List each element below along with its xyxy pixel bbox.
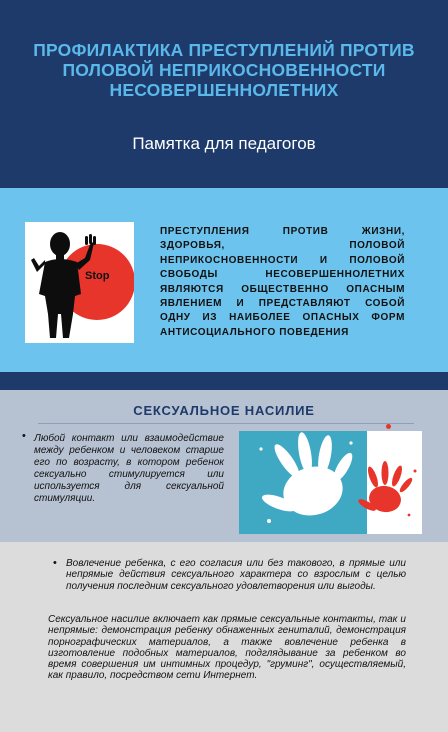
stop-label: Stop — [85, 270, 110, 282]
page-title: ПРОФИЛАКТИКА ПРЕСТУПЛЕНИЙ ПРОТИВ ПОЛОВОЙ НЕПРИКОСНОВЕННОСТИ НЕСОВЕРШЕННОЛЕТНИХ — [33, 40, 415, 100]
involvement-definition: Вовлечение ребенка, с его согласия или без такового, в прямые или непрямые действия сексуального характера со взрослым с целью получения последним сексуального удовлетворения или выгоды. — [66, 558, 406, 592]
handprints-svg — [239, 431, 422, 534]
intro-statement: ПРЕСТУПЛЕНИЯ ПРОТИВ ЖИЗНИ, ЗДОРОВЬЯ, ПОЛОВОЙ НЕПРИКОСНОВЕННОСТИ И ПОЛОВОЙ СВОБОДЫ НЕСОВЕРШЕННОЛЕТНИХ ЯВЛЯЮТСЯ ОБЩЕСТВЕННО ОПАСНЫМ ЯВЛЕНИЕМ И ПРЕДСТАВЛЯЮТ СОБОЙ ОДНУ ИЗ НАИБОЛЕЕ ОПАСНЫХ ФОРМ АНТИСОЦИАЛЬНОГО ПОВЕДЕНИЯ — [160, 226, 405, 338]
forms-paragraph: Сексуальное насилие включает как прямые сексуальные контакты, так и непрямые: демонстрация ребенку обнаженных гениталий, демонстрация порнографических материалов, а также вовлечение ребенка в изготовление подобных материалов, подглядывание за ребенком во время совершения им интимных процедур, "груминг", осуществляемый, как правило, посредством сети Интернет. — [48, 614, 406, 682]
page-subtitle: Памятка для педагогов — [132, 134, 316, 153]
section-underline — [38, 423, 414, 424]
section-title: СЕКСУАЛЬНОЕ НАСИЛИЕ — [133, 403, 315, 418]
stop-child-svg — [25, 222, 134, 343]
bullet-icon: • — [22, 430, 26, 442]
handprints-illustration — [239, 431, 422, 534]
bullet-icon: • — [53, 557, 57, 569]
stop-child-illustration — [25, 222, 134, 343]
section-definition: Любой контакт или взаимодействие между ребенком и человеком старше его по возрасту, в котором ребенок сексуально стимулируется или используется для сексуальной стимуляции. — [34, 433, 224, 504]
section-accent-dot — [386, 424, 391, 429]
divider-band — [0, 372, 448, 390]
